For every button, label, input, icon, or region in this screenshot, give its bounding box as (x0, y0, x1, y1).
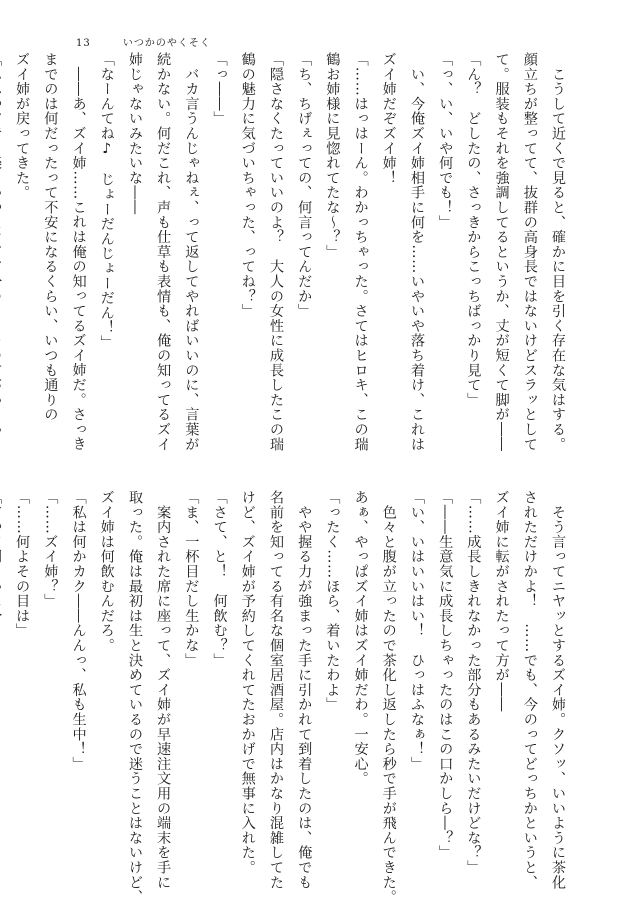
text-line: 色々と腹が立ったので茶化し返したら秒で手が飛んできた。 (380, 490, 397, 904)
text-line: されただけかよ！ ……でも、今のってどっちかというと、 (521, 490, 538, 890)
text-line: バカ言うんじゃねぇ、って返してやればいいのに、言葉が (183, 52, 200, 452)
text-line: 「っ――」 (211, 52, 228, 126)
text-line: 「ん？ どしたの、さっきからこっちばっかり見て」 (465, 52, 482, 408)
text-line: ズイ姉に転がされたって方が―― (493, 490, 510, 712)
upper-text-block (0, 52, 572, 452)
text-line: までのは何だったって不安になるくらい、いつも通りの (42, 52, 59, 422)
text-line: ズイ姉だぞズイ姉！ (380, 52, 397, 186)
text-line: 「……ズイ姉？」 (42, 490, 59, 609)
text-line: 「……はっはーん。わかっちゃった。さてはヒロキ、この瑞 (352, 52, 369, 452)
text-line: やや握る力が強まった手に引かれて到着したのは、俺でも (296, 490, 313, 890)
text-line: 続かない。何だこれ、声も仕草も表情も、俺の知ってるズイ (155, 52, 172, 452)
text-line (0, 490, 8, 882)
text-line: 姉じゃないみたいな―― (126, 52, 143, 215)
text-line: 「っ、い、いや何でも！」 (437, 52, 454, 230)
text-line (0, 52, 8, 444)
text-line: 名前を知ってる有名な個室居酒屋。店内はかなり混雑してた (267, 490, 284, 890)
text-line: 「――生意気に成長しちゃったのはこの口かしら―？」 (437, 490, 454, 860)
text-line: 「私は何かカク――んんっ、私も生中！」 (70, 490, 87, 772)
running-header (76, 34, 211, 49)
text-line: あぁ、やっぱズイ姉はズイ姉だわ。一安心。 (352, 490, 369, 786)
text-line: 顔立ちが整ってて、抜群の高身長ではないけどスラッとして (521, 52, 538, 452)
text-line: 「ま、一杯目だし生かな」 (183, 490, 200, 668)
text-line: そう言ってニヤッとするズイ姉。クソッ、いいように茶化 (550, 490, 566, 890)
text-line: 鶴お姉様に見惚れてたな～？」 (324, 52, 341, 260)
text-line: 「……成長しきれなかった部分もあるみたいだけどな？」 (465, 490, 482, 875)
text-line: て。服装もそれを強調してるというか、丈が短くて脚が―― (493, 52, 510, 452)
text-line: 取った。俺は最初は生と決めているので迷うことはないけど、 (126, 490, 143, 904)
page-number: 13 (76, 38, 91, 49)
running-title: いつかのやくそく (122, 38, 211, 49)
text-line: 「なーんてね♪ じょーだんじょーだん！」 (98, 52, 115, 350)
text-line: こうして近くで見ると、確かに目を引く存在な気はする。 (550, 52, 566, 452)
text-line: 鶴の魅力に気づいちゃった、ってね？」 (239, 52, 256, 319)
text-line: 案内された席に座って、ズイ姉が早速注文用の端末を手に (155, 490, 172, 890)
lower-text-block (0, 490, 572, 904)
text-line: 「……何よその目は」 (14, 490, 31, 638)
text-line: ズイ姉が戻ってきた。 (14, 52, 31, 200)
text-line: 「さて、と！ 何飲む？」 (211, 490, 228, 668)
text-line: 「ち、ちげぇっての、何言ってんだか」 (296, 52, 313, 319)
text-line: けど、ズイ姉が予約してくれてたおかげで無事に入れた。 (239, 490, 256, 875)
text-line: ズイ姉は何飲むんだろ。 (98, 490, 115, 653)
text-line: い、今俺ズイ姉相手に何を……いやいや落ち着け、これは (408, 52, 425, 452)
text-line: 「隠さなくたっていいのよ？ 大人の女性に成長したこの瑞 (267, 52, 284, 452)
text-line: 「い、いはいいはい！ ひっはふなぁ！」 (408, 490, 425, 772)
text-line: ――あ、ズイ姉……これは俺の知ってるズイ姉だ。さっき (70, 52, 87, 452)
text-line: 「ったく……ほら、着いたわよ」 (324, 490, 341, 712)
